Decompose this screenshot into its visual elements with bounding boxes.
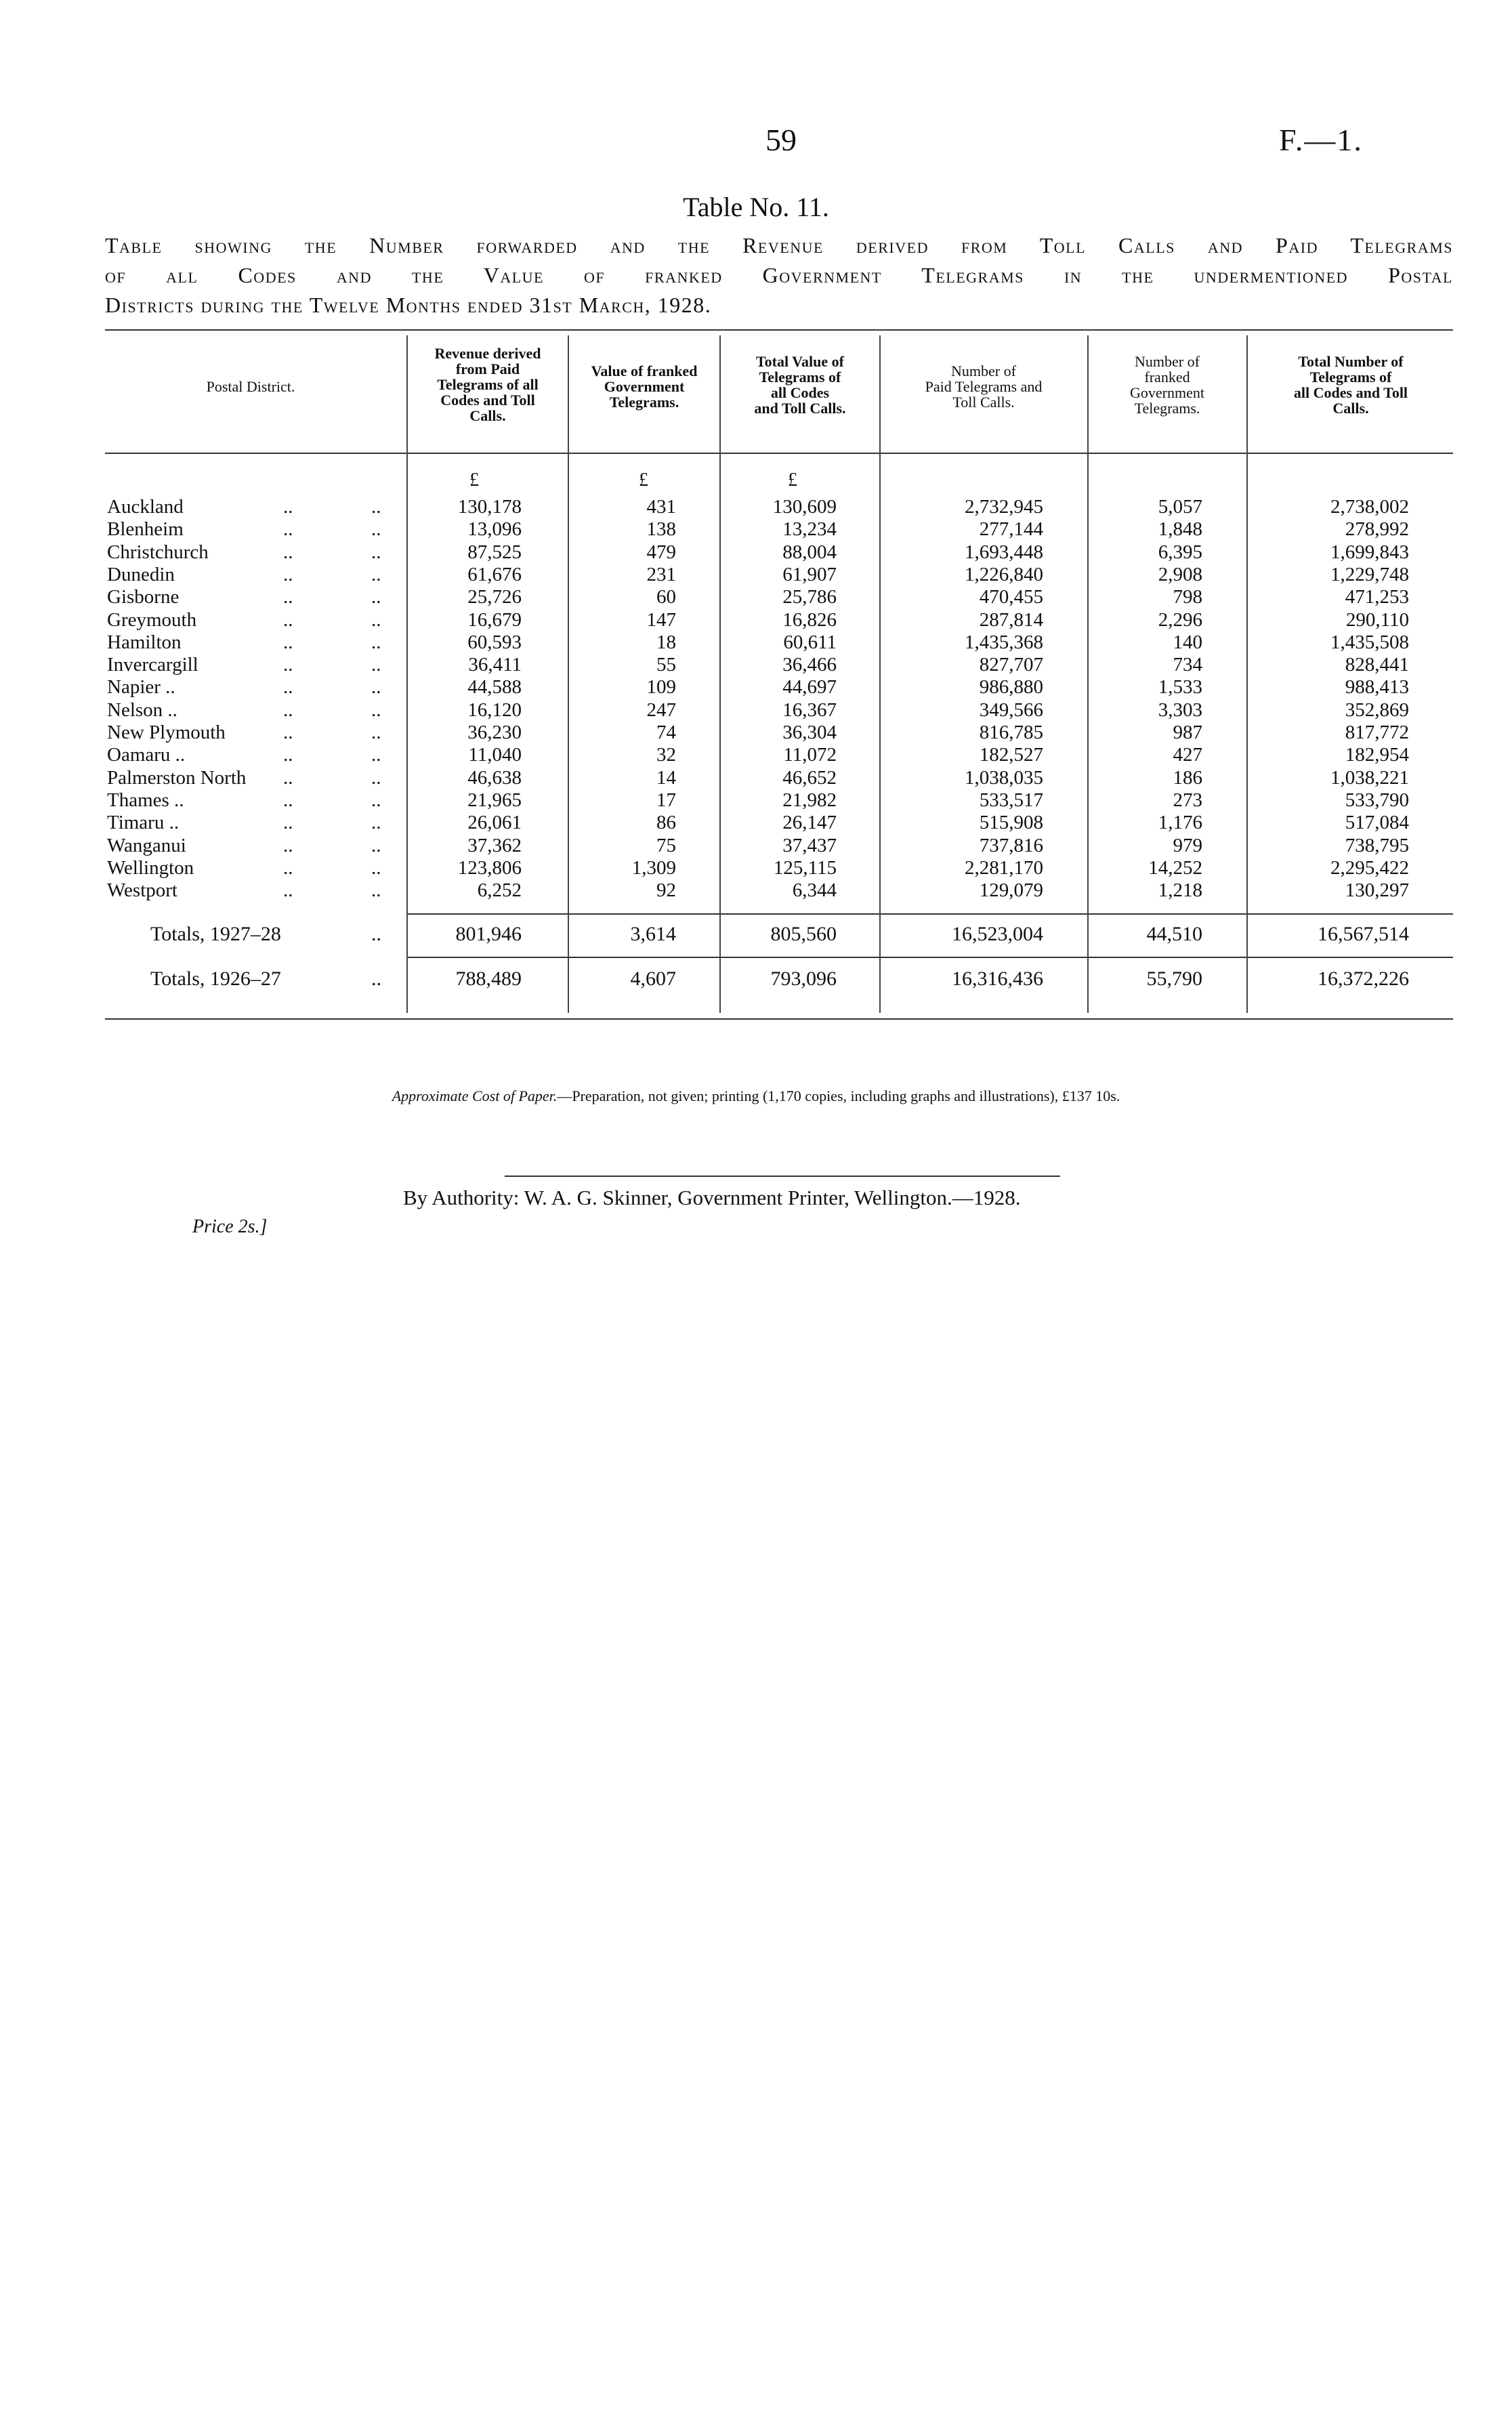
- cell-franked-number: 979: [1173, 834, 1202, 856]
- cell-franked-number: 987: [1173, 722, 1202, 743]
- district-name: Oamaru ..: [107, 744, 186, 766]
- leader-dots: ..: [371, 834, 381, 856]
- district-name: Nelson ..: [107, 699, 177, 721]
- leader-dots: ..: [371, 563, 381, 585]
- cell-paid-number: 515,908: [979, 812, 1043, 834]
- currency-symbol: £: [469, 470, 479, 491]
- district-name: Timaru ..: [107, 812, 180, 834]
- cell-franked-number: 186: [1173, 766, 1202, 789]
- cell-revenue: 44,588: [467, 676, 522, 699]
- cell-total-value: 44,697: [782, 676, 837, 699]
- cell-total-value: 11,072: [783, 744, 837, 766]
- cell-paid-number: 287,814: [979, 608, 1043, 631]
- cell-total-value: 13,234: [782, 518, 837, 541]
- leader-dots: ..: [371, 699, 381, 721]
- leader-dots: ..: [283, 744, 293, 766]
- cell-total-number: 828,441: [1345, 654, 1409, 676]
- leader-dots: ..: [283, 518, 293, 541]
- table-row: [0, 631, 1512, 654]
- cell-revenue: 25,726: [467, 586, 522, 608]
- table-row: [0, 812, 1512, 835]
- printer-imprint: By Authority: W. A. G. Skinner, Government Printer, Wellington.—1928.: [403, 1186, 1021, 1209]
- cell-franked-value: 74: [656, 722, 676, 743]
- leader-dots: ..: [283, 563, 293, 585]
- header-postal-district: Postal District.: [206, 378, 295, 395]
- cell-franked-value: 17: [656, 789, 676, 811]
- cell-franked-number: 273: [1173, 789, 1202, 811]
- leader-dots: ..: [371, 968, 381, 990]
- authority-rule: [505, 1176, 1060, 1177]
- cell-paid-number: 827,707: [979, 654, 1043, 676]
- table-row: [0, 518, 1512, 541]
- leader-dots: ..: [371, 789, 381, 811]
- cell-franked-number: 1,848: [1158, 518, 1202, 541]
- cell-paid-number: 986,880: [979, 676, 1043, 699]
- cell-total-value: 26,147: [782, 812, 837, 834]
- total-revenue: 801,946: [455, 923, 522, 945]
- totals-label: Totals, 1926–27: [150, 968, 281, 990]
- currency-symbol: £: [639, 470, 648, 491]
- cell-total-number: 2,295,422: [1330, 856, 1409, 879]
- leader-dots: ..: [283, 654, 293, 676]
- cell-total-value: 130,609: [772, 496, 837, 518]
- district-name: Gisborne: [107, 586, 180, 608]
- cell-total-value: 25,786: [782, 586, 837, 608]
- cell-total-number: 182,954: [1345, 744, 1409, 766]
- cell-franked-value: 32: [656, 744, 676, 766]
- leader-dots: ..: [283, 879, 293, 902]
- cell-total-number: 1,435,508: [1330, 631, 1409, 653]
- table-row: [0, 564, 1512, 587]
- cell-franked-number: 140: [1173, 631, 1202, 653]
- leader-dots: ..: [371, 923, 381, 945]
- cell-paid-number: 533,517: [979, 789, 1043, 811]
- cell-revenue: 61,676: [467, 563, 522, 585]
- cell-paid-number: 129,079: [979, 879, 1043, 902]
- cell-total-value: 36,304: [782, 722, 837, 743]
- table-row: [0, 767, 1512, 790]
- district-name: Thames ..: [107, 789, 184, 811]
- leader-dots: ..: [371, 654, 381, 676]
- leader-dots: ..: [283, 699, 293, 721]
- cell-franked-value: 1,309: [631, 856, 676, 879]
- leader-dots: ..: [371, 631, 381, 653]
- district-name: Hamilton: [107, 631, 182, 653]
- table-row: [0, 789, 1512, 812]
- leader-dots: ..: [371, 676, 381, 699]
- district-name: Greymouth: [107, 608, 197, 631]
- header-franked-number: Number of franked Government Telegrams.: [1130, 353, 1204, 417]
- cell-franked-value: 86: [656, 812, 676, 834]
- cell-total-value: 6,344: [792, 879, 837, 902]
- leader-dots: ..: [371, 541, 381, 563]
- cell-revenue: 130,178: [457, 496, 522, 518]
- cell-franked-number: 1,176: [1158, 812, 1202, 834]
- table-row: [0, 609, 1512, 632]
- cell-paid-number: 349,566: [979, 699, 1043, 721]
- table-row: [0, 541, 1512, 564]
- cell-franked-value: 18: [656, 631, 676, 653]
- table-row: [0, 879, 1512, 902]
- leader-dots: ..: [371, 744, 381, 766]
- cell-franked-value: 60: [656, 586, 676, 608]
- district-name: Blenheim: [107, 518, 184, 541]
- cell-franked-number: 1,533: [1158, 676, 1202, 699]
- cell-franked-number: 1,218: [1158, 879, 1202, 902]
- leader-dots: ..: [283, 676, 293, 699]
- cell-franked-number: 2,908: [1158, 563, 1202, 585]
- cell-revenue: 21,965: [467, 789, 522, 811]
- table-row: [0, 835, 1512, 858]
- cell-franked-number: 6,395: [1158, 541, 1202, 563]
- cell-total-number: 471,253: [1345, 586, 1409, 608]
- cell-total-value: 60,611: [783, 631, 837, 653]
- district-name: Dunedin: [107, 563, 175, 585]
- cell-franked-value: 138: [646, 518, 676, 541]
- total-franked-number: 55,790: [1146, 968, 1202, 990]
- cell-total-number: 352,869: [1345, 699, 1409, 721]
- total-franked-value: 4,607: [630, 968, 676, 990]
- total-franked-value: 3,614: [630, 923, 676, 945]
- header-franked-value: Value of franked Government Telegrams.: [591, 362, 698, 411]
- totals-row: [0, 968, 1512, 991]
- cell-paid-number: 816,785: [979, 722, 1043, 743]
- cell-franked-number: 2,296: [1158, 608, 1202, 631]
- total-total-number: 16,372,226: [1318, 968, 1409, 990]
- leader-dots: ..: [283, 496, 293, 518]
- header-bottom-rule: [105, 453, 1453, 454]
- caption-line-3: Districts during the Twelve Months ended 31st March, 1928.: [105, 293, 712, 317]
- table-title: Table No. 11.: [683, 192, 829, 222]
- leader-dots: ..: [371, 879, 381, 902]
- cell-paid-number: 2,281,170: [965, 856, 1043, 879]
- district-name: New Plymouth: [107, 722, 226, 743]
- total-total-value: 805,560: [770, 923, 837, 945]
- document-reference: F.—1.: [1279, 123, 1363, 157]
- header-paid-number: Number of Paid Telegrams and Toll Calls.: [925, 362, 1043, 411]
- header-total-value: Total Value of Telegrams of all Codes and Toll Calls.: [754, 353, 846, 417]
- cell-franked-number: 5,057: [1158, 496, 1202, 518]
- leader-dots: ..: [371, 496, 381, 518]
- cell-total-value: 88,004: [782, 541, 837, 563]
- cost-text: —Preparation, not given; printing (1,170 copies, including graphs and illustrations), £137 10s.: [557, 1087, 1120, 1104]
- district-name: Wanganui: [107, 834, 186, 856]
- price-note: Price 2s.]: [192, 1216, 268, 1237]
- cell-franked-value: 14: [656, 766, 676, 789]
- cell-revenue: 16,120: [467, 699, 522, 721]
- total-total-value: 793,096: [770, 968, 837, 990]
- cell-franked-value: 109: [646, 676, 676, 699]
- cell-franked-value: 55: [656, 654, 676, 676]
- district-name: Napier ..: [107, 676, 175, 699]
- cell-franked-number: 798: [1173, 586, 1202, 608]
- caption-line-2: of all Codes and the Value of franked Government Telegrams in the undermentioned Postal: [105, 263, 1453, 287]
- cell-revenue: 11,040: [468, 744, 522, 766]
- total-total-number: 16,567,514: [1318, 923, 1409, 945]
- totals-row: [0, 923, 1512, 946]
- cell-paid-number: 1,226,840: [965, 563, 1043, 585]
- cell-total-value: 125,115: [773, 856, 837, 879]
- cell-total-number: 1,699,843: [1330, 541, 1409, 563]
- cell-total-number: 1,038,221: [1330, 766, 1409, 789]
- cell-total-value: 36,466: [782, 654, 837, 676]
- leader-dots: ..: [283, 834, 293, 856]
- cell-total-value: 61,907: [782, 563, 837, 585]
- table-caption: [105, 230, 1453, 320]
- cell-franked-value: 92: [656, 879, 676, 902]
- table-bottom-rule: [105, 1018, 1453, 1020]
- cost-label: Approximate Cost of Paper.: [392, 1087, 558, 1104]
- total-paid-number: 16,523,004: [952, 923, 1043, 945]
- cell-total-value: 21,982: [782, 789, 837, 811]
- cell-franked-value: 147: [646, 608, 676, 631]
- cell-revenue: 13,096: [467, 518, 522, 541]
- table-row: [0, 586, 1512, 609]
- header-revenue: Revenue derived from Paid Telegrams of all Codes and Toll Calls.: [434, 345, 541, 424]
- cell-revenue: 46,638: [467, 766, 522, 789]
- caption-line-1: Table showing the Number forwarded and the Revenue derived from Toll Calls and Paid Telegrams: [105, 233, 1453, 257]
- totals-mid-rule: [406, 957, 1453, 958]
- leader-dots: ..: [283, 812, 293, 834]
- leader-dots: ..: [283, 541, 293, 563]
- district-name: Palmerston North: [107, 766, 247, 789]
- leader-dots: ..: [283, 766, 293, 789]
- cell-franked-number: 427: [1173, 744, 1202, 766]
- header-total-number: Total Number of Telegrams of all Codes and Toll Calls.: [1293, 353, 1408, 417]
- leader-dots: ..: [283, 586, 293, 608]
- cell-total-value: 46,652: [782, 766, 837, 789]
- leader-dots: ..: [371, 722, 381, 743]
- leader-dots: ..: [371, 586, 381, 608]
- totals-label: Totals, 1927–28: [150, 923, 281, 945]
- cell-revenue: 87,525: [467, 541, 522, 563]
- leader-dots: ..: [283, 631, 293, 653]
- currency-symbol: £: [788, 470, 797, 491]
- cell-paid-number: 737,816: [979, 834, 1043, 856]
- cost-note: [0, 1087, 1512, 1105]
- cell-total-number: 517,084: [1345, 812, 1409, 834]
- cell-franked-number: 3,303: [1158, 699, 1202, 721]
- cell-revenue: 60,593: [467, 631, 522, 653]
- total-franked-number: 44,510: [1146, 923, 1202, 945]
- cell-total-number: 1,229,748: [1330, 563, 1409, 585]
- cell-franked-number: 734: [1173, 654, 1202, 676]
- cell-revenue: 26,061: [467, 812, 522, 834]
- leader-dots: ..: [283, 608, 293, 631]
- cell-franked-value: 431: [646, 496, 676, 518]
- cell-total-value: 16,367: [782, 699, 837, 721]
- cell-total-number: 817,772: [1345, 722, 1409, 743]
- cell-total-number: 738,795: [1345, 834, 1409, 856]
- total-revenue: 788,489: [455, 968, 522, 990]
- leader-dots: ..: [283, 722, 293, 743]
- cell-paid-number: 182,527: [979, 744, 1043, 766]
- table-row: [0, 496, 1512, 519]
- cell-franked-value: 231: [646, 563, 676, 585]
- cell-revenue: 123,806: [457, 856, 522, 879]
- cell-total-value: 37,437: [782, 834, 837, 856]
- cell-total-number: 533,790: [1345, 789, 1409, 811]
- leader-dots: ..: [371, 608, 381, 631]
- cell-total-number: 988,413: [1345, 676, 1409, 699]
- district-name: Invercargill: [107, 654, 198, 676]
- cell-franked-number: 14,252: [1148, 856, 1202, 879]
- table-row: [0, 744, 1512, 767]
- table-row: [0, 676, 1512, 699]
- cell-total-value: 16,826: [782, 608, 837, 631]
- total-paid-number: 16,316,436: [952, 968, 1043, 990]
- cell-franked-value: 75: [656, 834, 676, 856]
- cell-paid-number: 1,693,448: [965, 541, 1043, 563]
- page-number: 59: [765, 123, 797, 157]
- cell-revenue: 36,411: [468, 654, 522, 676]
- cell-paid-number: 277,144: [979, 518, 1043, 541]
- cell-paid-number: 1,435,368: [965, 631, 1043, 653]
- leader-dots: ..: [283, 789, 293, 811]
- cell-total-number: 2,738,002: [1330, 496, 1409, 518]
- cell-revenue: 36,230: [467, 722, 522, 743]
- cell-revenue: 37,362: [467, 834, 522, 856]
- district-name: Wellington: [107, 856, 194, 879]
- leader-dots: ..: [371, 518, 381, 541]
- leader-dots: ..: [371, 766, 381, 789]
- cell-paid-number: 470,455: [979, 586, 1043, 608]
- cell-revenue: 6,252: [477, 879, 522, 902]
- table-top-rule: [105, 329, 1453, 331]
- cell-paid-number: 2,732,945: [965, 496, 1043, 518]
- district-name: Auckland: [107, 496, 184, 518]
- leader-dots: ..: [283, 856, 293, 879]
- cell-franked-value: 479: [646, 541, 676, 563]
- leader-dots: ..: [371, 856, 381, 879]
- table-row: [0, 857, 1512, 880]
- leader-dots: ..: [371, 812, 381, 834]
- table-row: [0, 654, 1512, 677]
- table-row: [0, 722, 1512, 745]
- cell-franked-value: 247: [646, 699, 676, 721]
- totals-top-rule: [406, 913, 1453, 915]
- cell-total-number: 290,110: [1345, 608, 1409, 631]
- cell-revenue: 16,679: [467, 608, 522, 631]
- cell-total-number: 130,297: [1345, 879, 1409, 902]
- cell-paid-number: 1,038,035: [965, 766, 1043, 789]
- district-name: Westport: [107, 879, 177, 902]
- cell-total-number: 278,992: [1345, 518, 1409, 541]
- table-row: [0, 699, 1512, 722]
- district-name: Christchurch: [107, 541, 209, 563]
